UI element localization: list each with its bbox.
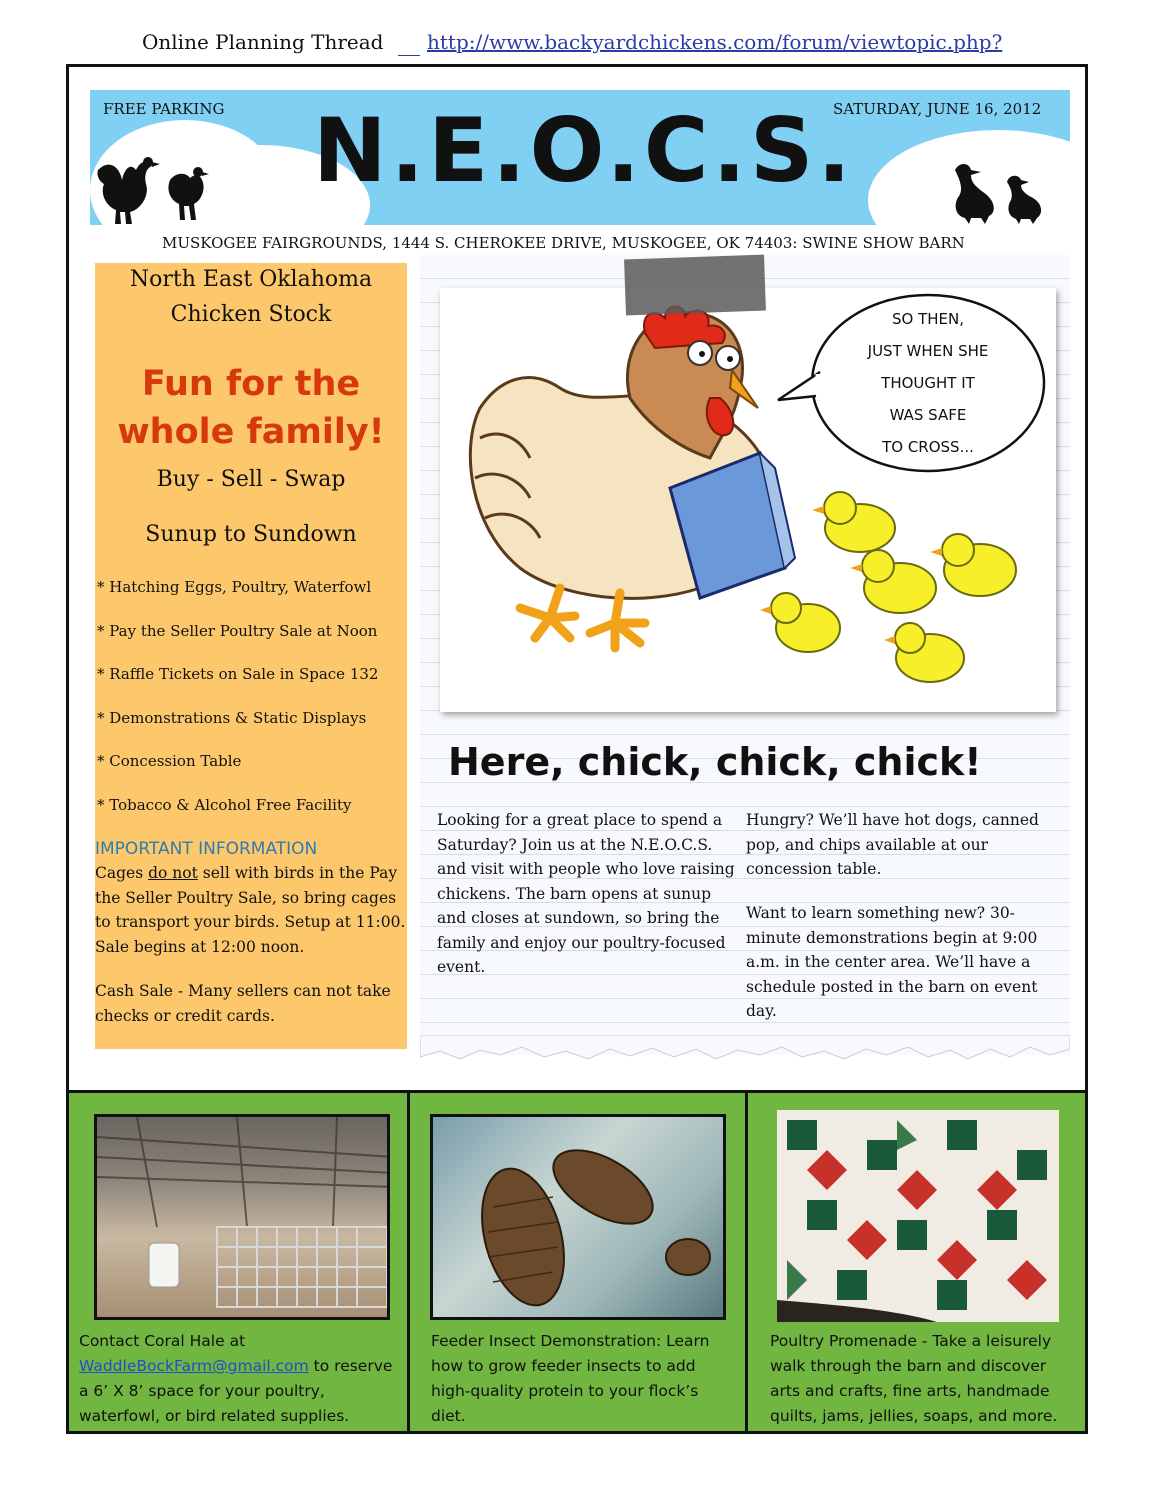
- important-text: Cages do not sell with birds in the Pay the Seller Poultry Sale, so bring cages to transport your birds. Setup at 11:00. Sale begins at 12:00 noon.: [95, 864, 406, 956]
- article-column-2-para-2: Want to learn something new? 30-minute demonstrations begin at 9:00 a.m. in the center area. We’ll have a schedule posted in the barn on event day.: [746, 904, 1038, 1020]
- event-date: SATURDAY, JUNE 16, 2012: [833, 100, 1042, 118]
- article-column-2-para-1: Hungry? We’ll have hot dogs, canned pop, and chips available at our concession table.: [746, 811, 1039, 878]
- bullet-item: * Demonstrations & Static Displays: [97, 709, 367, 727]
- promenade-caption: Poultry Promenade - Take a leisurely walk through the barn and discover arts and crafts, fine arts, handmade quilts, jams, jellies, soaps, and more.: [770, 1332, 1058, 1425]
- insect-caption: Feeder Insect Demonstration: Learn how to grow feeder insects to add high-quality protein to your flock’s diet.: [431, 1332, 710, 1425]
- org-name-line1: North East Oklahoma: [129, 267, 373, 292]
- info-sidebar: [95, 263, 407, 1049]
- panel-divider: [745, 1090, 748, 1434]
- event-hours: Sunup to Sundown: [145, 522, 357, 547]
- article-headline: Here, chick, chick, chick!: [448, 740, 982, 784]
- tape-strip: [624, 255, 766, 316]
- rooster-icon: [90, 140, 220, 225]
- thread-label: Online Planning Thread: [142, 30, 384, 54]
- panel-divider: [407, 1090, 410, 1434]
- speech-line: SO THEN,: [891, 310, 964, 328]
- email-link[interactable]: WaddleBockFarm@gmail.com: [79, 1357, 309, 1375]
- bullet-item: * Hatching Eggs, Poultry, Waterfowl: [97, 578, 372, 596]
- article-column-1: Looking for a great place to spend a Saturday? Join us at the N.E.O.C.S. and visit with people who love raising chickens. The barn opens at sunup and closes at sundown, so bring the family and enjoy our poultry-focused event.: [437, 811, 735, 976]
- speech-line: THOUGHT IT: [881, 374, 975, 392]
- emphasis-do-not: do not: [148, 864, 198, 882]
- duck-icon: [945, 160, 1055, 225]
- free-parking-label: FREE PARKING: [103, 100, 225, 118]
- event-address: MUSKOGEE FAIRGROUNDS, 1444 S. CHEROKEE DRIVE, MUSKOGEE, OK 74403: SWINE SHOW BARN: [162, 234, 965, 252]
- barn-photo: [94, 1114, 390, 1320]
- thread-underline: [398, 55, 420, 56]
- contact-caption: Contact Coral Hale at WaddleBockFarm@gmail.com to reserve a 6’ X 8’ space for your poultry, waterfowl, or bird related supplies.: [79, 1332, 393, 1425]
- speech-line: WAS SAFE: [889, 406, 967, 424]
- cash-note: Cash Sale - Many sellers can not take checks or credit cards.: [95, 982, 391, 1025]
- page-title: N.E.O.C.S.: [313, 99, 855, 202]
- bullet-item: * Raffle Tickets on Sale in Space 132: [97, 665, 379, 683]
- thread-line: [142, 30, 1003, 54]
- insect-photo: [430, 1114, 726, 1320]
- thread-link[interactable]: http://www.backyardchickens.com/forum/viewtopic.php?: [427, 30, 1003, 54]
- org-name-line2: Chicken Stock: [170, 302, 332, 327]
- buy-sell-swap: Buy - Sell - Swap: [156, 467, 346, 492]
- quilt-photo: [777, 1110, 1059, 1322]
- bullet-item: * Pay the Seller Poultry Sale at Noon: [97, 622, 378, 640]
- speech-line: TO CROSS...: [882, 438, 974, 456]
- important-heading: IMPORTANT INFORMATION: [95, 839, 318, 859]
- fun-line1: Fun for the: [141, 364, 361, 404]
- speech-line: JUST WHEN SHE: [867, 342, 989, 360]
- torn-edge: [420, 1035, 1070, 1075]
- fun-line2: whole family!: [117, 412, 385, 452]
- bullet-item: * Tobacco & Alcohol Free Facility: [97, 796, 352, 814]
- bullet-item: * Concession Table: [97, 752, 242, 770]
